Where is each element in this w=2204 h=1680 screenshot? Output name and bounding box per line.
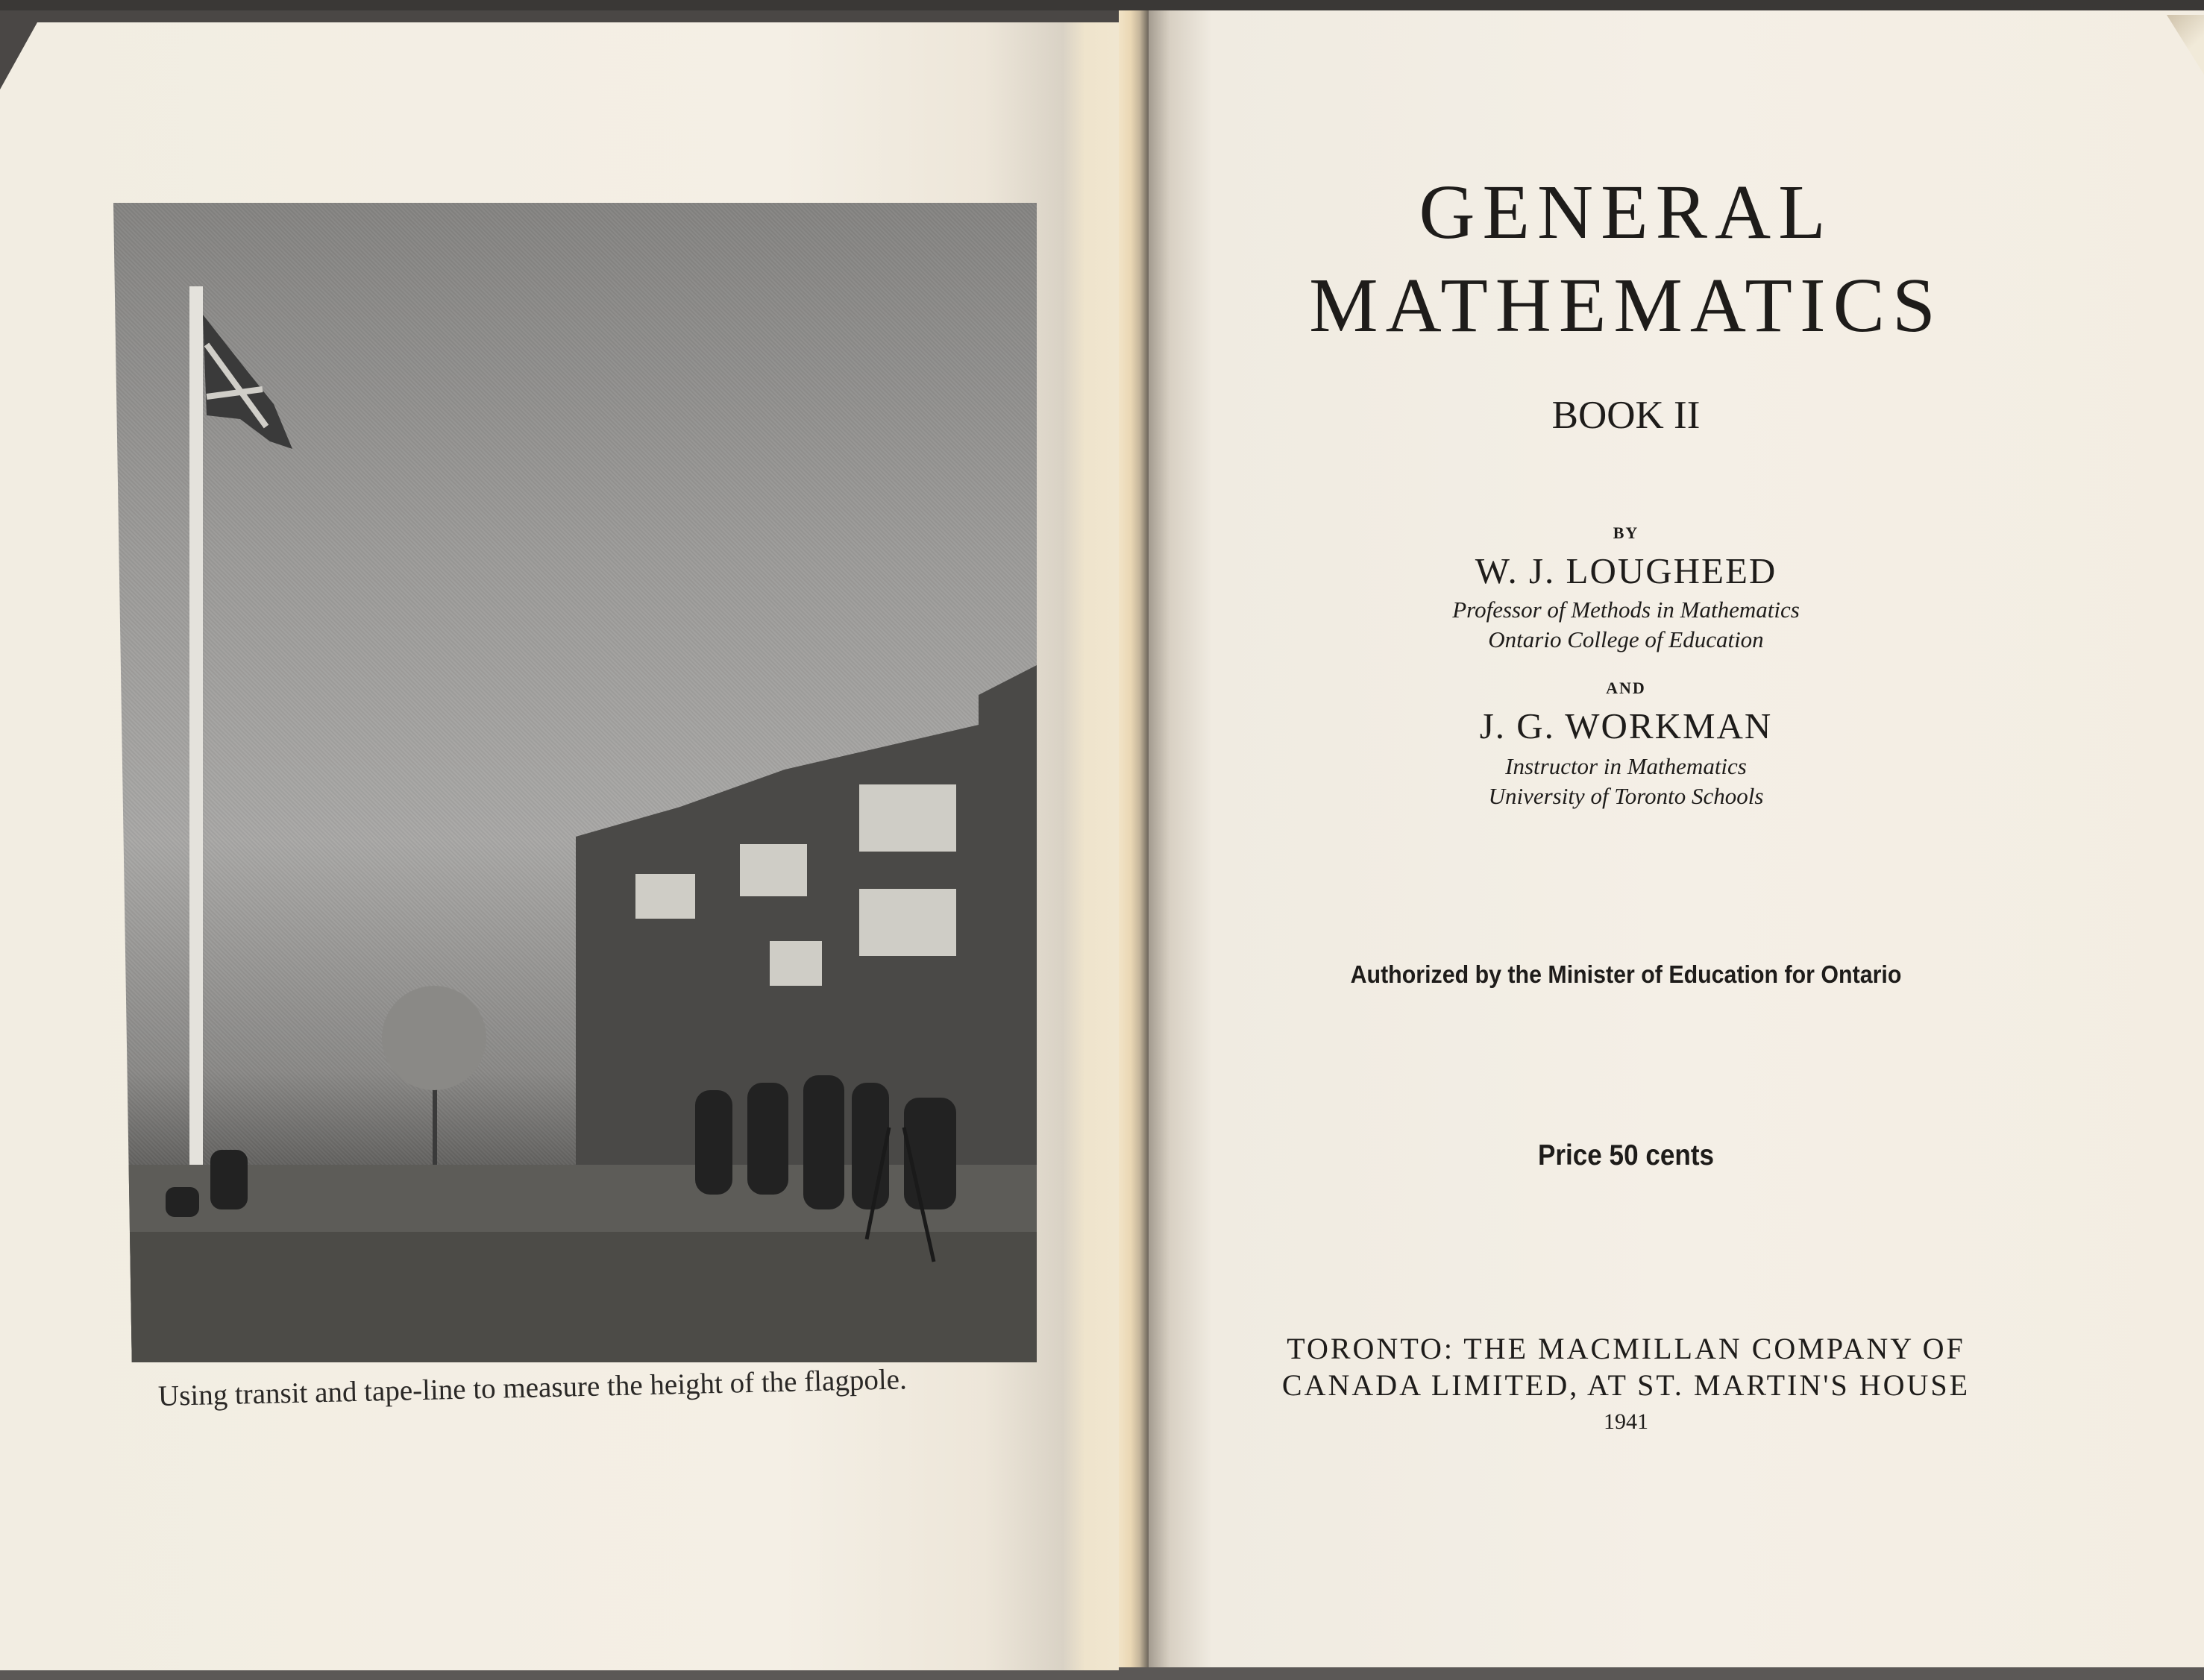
publication-year: 1941 (1604, 1409, 1648, 1434)
title-line-2: MATHEMATICS (1309, 262, 1943, 348)
publisher-line-2: CANADA LIMITED, AT ST. MARTIN'S HOUSE (1281, 1368, 1971, 1402)
by-label: BY (1613, 523, 1639, 542)
publisher-line-1: TORONTO: THE MACMILLAN COMPANY OF (1287, 1332, 1965, 1365)
flagpole-school-photo-icon (113, 203, 1037, 1362)
book-cover-top-edge (0, 0, 2204, 10)
and-label: AND (1606, 679, 1646, 697)
photo-caption: Using transit and tape-line to measure the height of the flagpole. (157, 1363, 908, 1412)
author-2-role: Instructor in Mathematics (1505, 753, 1747, 779)
author-1-institution: Ontario College of Education (1488, 626, 1764, 652)
author-2-name: J. G. WORKMAN (1479, 705, 1773, 746)
book-gutter (1119, 10, 1149, 1667)
author-1-role: Professor of Methods in Mathematics (1452, 597, 1800, 623)
author-2-institution: University of Toronto Schools (1488, 783, 1764, 809)
price: Price 50 cents (1537, 1139, 1715, 1171)
frontispiece-photograph (113, 203, 1037, 1362)
book-number: BOOK II (1551, 394, 1701, 437)
authorization-notice: Authorized by the Minister of Education for Ontario (1350, 960, 1902, 988)
author-1-name: W. J. LOUGHEED (1475, 550, 1777, 591)
title-line-1: GENERAL (1419, 169, 1833, 255)
